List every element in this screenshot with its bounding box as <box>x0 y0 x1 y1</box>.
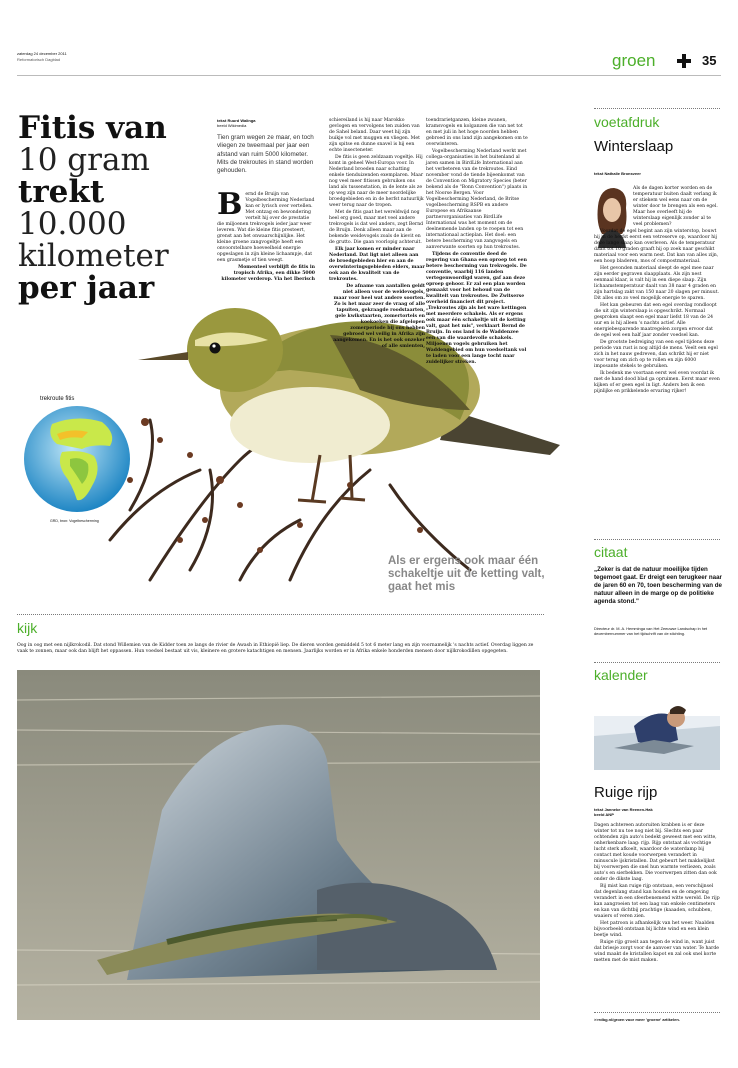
kalender-para-3: Het patroon is afhankelijk van het weer. Naalden bijvoorbeeld ontstaan bij lichte wind en een klein beetje wind. <box>594 921 715 938</box>
byline-text: tekst Ruurd Walinga <box>217 118 256 123</box>
kalender-byline-text: tekst Janneke van Reenen-Hak <box>594 807 653 812</box>
header-rule <box>17 75 721 76</box>
col2-para-3: Met de fitis gaat het wereldwijd nog heel erg goed, maar met veel andere trekvogels is dat wel anders, zegt Bernd de Bruijn. Denk alleen maar aan de bekende weidevogels zoals de kievit en de grutto. Die gaan voorlopig achteruit. <box>329 210 424 245</box>
citaat-title: citaat <box>594 544 628 560</box>
kijk-text: Oog in oog met een nijlkrokodil. Dat stond Willemien van de Kidder toen ze langs de rivier de Awash in Ethiopië liep. De dieren worden gemiddeld 5 tot 6 meter lang en zijn voornamelijk 's nachts actief. Overdag liggen ze vaak te zonnen, maar ook dan blijft het oppassen. Hun voedsel bestaat uit vis, kleinere en grotere katachtigen en mensen. Jaarlijks worden er in Afrika enkele honderden mensen door nijlkrokodillen opgegeten. <box>17 643 534 655</box>
voetafdruk-title: voetafdruk <box>594 114 660 130</box>
kalender-footer-rule <box>594 1012 720 1013</box>
headline-line-3: trekt <box>18 174 105 210</box>
section-title: groen <box>612 51 656 70</box>
voetafdruk-rule <box>594 108 720 109</box>
col1-para-2: Momenteel verblijft de fitis in tropisch Afrika, een dikke 5000 kilometer verderop. Via het Iberisch <box>221 265 315 282</box>
article-col-1 <box>217 187 315 284</box>
article-byline <box>217 118 317 128</box>
crocodile-photo <box>17 670 540 1020</box>
map-label: trekroute fitis <box>40 396 75 402</box>
col2-para-1: schiereiland is hij naar Marokko gevlogen en vervolgens ten zuiden van de Sahel beland. Daar weet hij zijn buikje vol met muggen en vliegen. Met zijn spitse en dunne snavel is hij een echte insecteneter. <box>329 118 420 153</box>
citaat-quote: „Zeker is dat de natuur moeilijke tijden tegemoet gaat. Er dreigt een terugkeer naar de jaren 60 en 70, toen bescherming van de natuur alleen in de marge op de politieke agenda stond." <box>594 566 722 605</box>
citaat-source: Directeur dr. M. A. Hemminga van Het Zeeuwse Landschap in het decembernummer van het tijdschrift van de stichting. <box>594 626 708 636</box>
voetafdruk-para-5: De grootste bedreiging van een egel tijdens deze periode van rust is nog altijd de mens. Veelt een egel zich in het nauw gedreven, dan schrikt hij er niet voor terug om zich op te rollen en zijn 6000 imposante stekels te gebruiken. <box>594 340 718 369</box>
kalender-para-2: Bij mist kan ruige rijp ontstaan, een verschijnsel dat degenlang stand kan houden en de omgeving verandert in een sfeerbenemend witte wereld. De rijp kan aangroeien tot een laag van enkele centimeters en kan van dichtbij prachtige (kaaaden, schubben, waaiers of veren zien. <box>594 884 720 919</box>
kalender-para-4: Ruige rijp groeit aan tegen de wind in, want juist dat briesje zorgt voor de aanvoer van water. Te harde wind maakt de kristallen kapot en zal ook snel korte metten met de mist maken. <box>594 940 720 963</box>
voetafdruk-para-1: Als de dagen korter worden en de temperatuur buiten daalt verlang ik er stiekem wel eens naar om de winter door te brengen als een egel. Maar hoe overleeft hij de winterslaap eigenlijk zonder al te veel problemen? <box>633 186 718 227</box>
migration-map <box>22 404 132 514</box>
kalender-rule <box>594 662 720 663</box>
col2-para-4: Elk jaar komen er minder naar Nederland. Dat ligt niet alleen aan de broedgebieden hier en aan de overwinteringsgebieden elders, maar ook aan de kwaliteit van de trekroutes. <box>329 247 425 282</box>
article-col-3 <box>426 118 528 367</box>
header-paper: Reformatorisch Dagblad <box>17 57 61 62</box>
article-col-2 <box>329 118 425 351</box>
col1-para-1: ernd de Bruijn van Vogelbescherming Nederland kan er lyrisch over vertellen. Met ontzag en bewondering vertelt hij over de prestatie die miljoenen trekvogels ieder jaar weer leveren. Wat die kleine fitis presteert, grenst aan het onwaarschijnlijke. Het kleine groene zangvogeltje heeft een onvoorstelbare hoeveelheid energie opgeslagen in zijn kleine lichaampje, dat een grasmetje of tien weegt. <box>217 192 315 263</box>
kalender-byline-photo: beeld ANP <box>594 812 614 817</box>
headline-line-4: 10.000 <box>18 206 127 242</box>
headline-line-2: 10 gram <box>18 142 150 178</box>
col3-para-3: Tijdens de conventie deed de regering van Ghana een oproep tot een betere bescherming van trekvogels. De conventie, waarbij 116 landen vertegenwoordigd waren, gaf aan deze oproep gehoor. Er zal een plan worden gemaakt voor het behoud van de kwaliteit van trekroutes. De Zwitserse overheid financiert dit project. „Trekroutes zijn als het ware kettingen met meerdere schakels. Als er ergens ook maar één schakeltje uit de ketting valt, gaat het mis", verklaart Bernd de Bruijn. In ons land is de Waddenzee een van die waardevolle schakels. Miljoenen vogels gebruiken het Waddengebied om hun voedseltank vol te laden voor een lange tocht naar zuidelijker streken. <box>426 252 527 365</box>
headline-line-1: Fitis van <box>18 110 167 146</box>
col3-para-2: Vogelbescherming Nederland werkt met collega-organisaties in het buitenland al jaren samen in BirdLife International aan het verbeteren van de trekroutes. Eind november vond de tiende bijeenkomst van de Convention on Migratory Species (beter bekend als de "Bonn Convention") plaats in het Noorse Bergen. Voor Vogelbescherming Nederland, de Britse vogelbescherming RSPB en andere Europese en Afrikaanse partnerorganisaties van BirdLife International was het moment om de deelnemende landen op te roepen tot een internationaal actieplan. Het doel: een betere bescherming van zangvogels en aanverwante soorten op hun trekroutes. <box>426 149 528 250</box>
header-date: zaterdag 24 december 2011 <box>17 51 67 56</box>
voetafdruk-para-4: Het kan gebeuren dat een egel overdag rondloopt die uit zijn winterslaap is opgeschrikt. Normaal gesproken slaapt een egel maar liefst 18 van de 24 uur en is hij alleen 's nachts actief. Alle energiebesparende maatregelen zorgen ervoor dat de egel wel een half jaar zonder voedsel kan. <box>594 303 717 338</box>
kijk-title: kijk <box>17 620 38 636</box>
headline-line-5: kilometer <box>18 238 169 274</box>
col3-para-1: toendrarietganzen, kleine zwanen, kramsvogels en kolganzen die van net tot en met juli in het hoge noorden hebben gebroed in ons land zijn aangekomen om te overwinteren. <box>426 118 528 147</box>
more-articles-link[interactable]: >>rdbg.nl/groen voor meer 'groene' artikelen. <box>594 1017 680 1022</box>
kalender-byline <box>594 807 720 817</box>
kijk-rule <box>17 614 544 615</box>
kalender-photo <box>594 696 720 770</box>
kalender-title: kalender <box>594 667 648 683</box>
col2-para-2: De fitis is geen zeldzaam vogeltje. Hij komt in geheel West-Europa voor. In Nederland broeden naar schatting enkele tienduizenden exemplaren. Maar nog veel meer fitissen gebruiken ons land als tussenstation, in de lente als ze op weg zijn naar de meer noordelijke broedgebieden en in de herfst natuurlijk weer terug naar de tropen. <box>329 155 424 208</box>
voetafdruk-para-2: Voordat de egel begint aan zijn winterstop, bouwt hij in de herfst eerst een vetreserve op, waardoor hij deze lange slaap kan overleven. Als de temperatuur daalt tot 10 graden graaft hij op zoek naar geschikt materiaal voor een warm nest. Dat kan van alles zijn, een hoop bladeren, mos of compostmateriaal. <box>594 229 719 264</box>
plus-icon <box>676 53 692 69</box>
voetafdruk-para-6: Ik bedenk me voortaan eerst wel even voordat ik met de hand dood blad ga opruimen. Eerst maar even kijken of er geen egel in ligt. Anders ben ik een pijnlijke en prikkelende ervaring rijker! <box>594 371 720 394</box>
byline-photo: beeld Wikimedia <box>217 123 247 128</box>
voetafdruk-body <box>594 186 720 396</box>
col2-para-5: De afname van aantallen geldt niet alleen voor de weidevogels, maar voor heel wat andere soorten. Zo is het maar zeer de vraag of alle tapuiten, gekraagde roodstaarten, gele kwikstaarten, zomertortels en koekoeken die afgelopen zomerperiode bij ons hebben gebroed wel veilig in Afrika zijn aangekomen. En is het ook onzeker of alle smienten, <box>333 284 425 349</box>
article-intro: Tien gram wegen ze maar, en toch vliegen ze tweemaal per jaar een afstand van ruim 5000 kilometer. Mits de trekroutes in stand worden gehouden. <box>217 134 314 175</box>
kalender-subtitle: Ruige rijp <box>594 784 658 801</box>
kalender-para-1: Dagen achtereen autoruiten krabben is er deze winter tot nu toe nog niet bij. Slechts een paar ochtenden zijn auto's bedekt geweest met een witte, onherkenbare laag: rijp. Rijp ontstaat als vochtige lucht sterk afkoelt, waardoor de waterdamp bij contact met koude voorwerpen verandert in minuscule ijskristallen. Dat gebeurt het makkelijkst bij voorwerpen die snel hun warmte verliezen, zoals auto's en sierbekken. Die voorwerpen zitten dan ook onder de dikste laag. <box>594 823 717 882</box>
page-number: 35 <box>702 53 717 68</box>
citaat-rule <box>594 539 720 540</box>
headline-line-6: per jaar <box>18 270 155 306</box>
pullquote: Als er ergens ook maar één schakeltje uit de ketting valt, gaat het mis <box>388 555 545 593</box>
map-credit: GRD, bron: Vogelbescherming <box>50 519 99 523</box>
kalender-body <box>594 823 720 965</box>
voetafdruk-subtitle: Winterslaap <box>594 138 674 155</box>
voetafdruk-para-3: Het gevonden materiaal sleept de egel mee naar zijn eerder gegraven slaapplaats. Als zijn nest eenmaal klaar, is valt hij in een diepe slaap. Zijn lichaamstemperatuur daalt van 38 naar 4 graden en zijn hartslag zakt van 150 naar 20 slagen per minuut. Dit alles om zo veel mogelijk energie te sparen. <box>594 266 720 301</box>
voetafdruk-byline: tekst Nathalie Bronsveer <box>594 171 641 176</box>
dropcap: B <box>217 187 243 222</box>
